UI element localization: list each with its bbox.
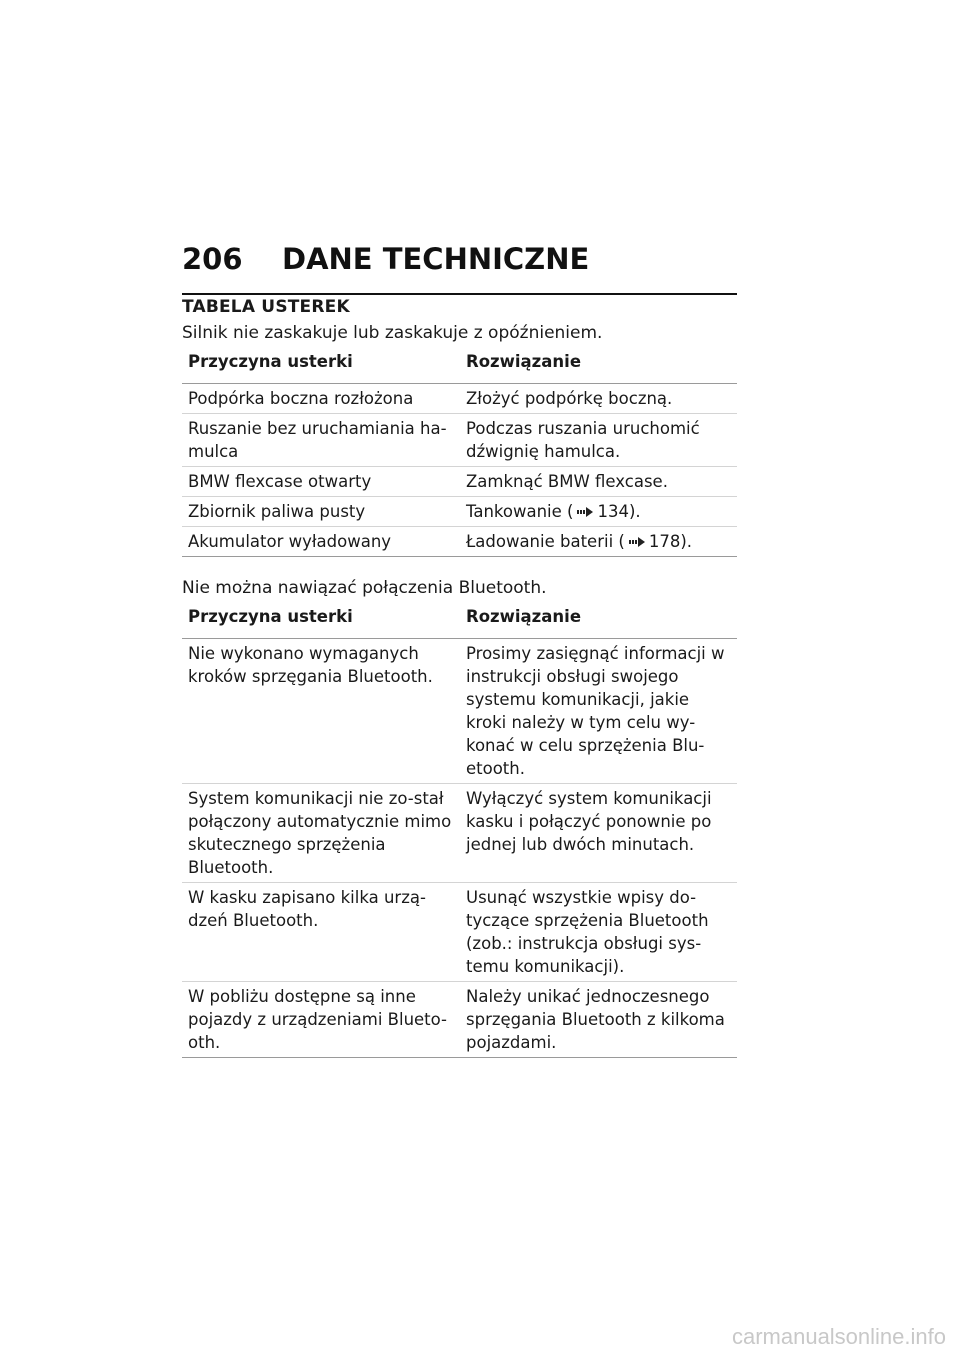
column-header-solution: Rozwiązanie (460, 605, 737, 639)
column-header-cause: Przyczyna usterki (182, 350, 460, 384)
solution-cell: Należy unikać jednoczesnego sprzęgania Bluetooth z kilkoma pojazdami. (460, 982, 737, 1058)
cause-cell: Podpórka boczna rozłożona (182, 384, 460, 414)
table-row (182, 639, 737, 784)
page-reference-link[interactable]: 134). (597, 502, 641, 521)
section-title: TABELA USTEREK (182, 297, 350, 317)
table-row (182, 467, 737, 497)
table-row (182, 497, 737, 527)
chapter-title: DANE TECHNICZNE (282, 242, 590, 276)
table-row (182, 883, 737, 982)
page-reference-arrow-icon (577, 507, 593, 517)
solution-cell: Prosimy zasięgnąć informacji w instrukcji obsługi swojego systemu komunikacji, jakie kroki należy w tym celu wy-konać w celu sprzężenia Blu-etooth. (460, 639, 737, 784)
main-content (182, 322, 737, 1058)
table-row (182, 982, 737, 1058)
cause-cell: Zbiornik paliwa pusty (182, 497, 460, 527)
cause-cell: Ruszanie bez uruchamiania ha-mulca (182, 414, 460, 467)
solution-cell: Podczas ruszania uruchomić dźwignię hamulca. (460, 414, 737, 467)
cause-cell: Akumulator wyładowany (182, 527, 460, 557)
solution-cell: Złożyć podpórkę boczną. (460, 384, 737, 414)
solution-cell: Wyłączyć system komunikacji kasku i połączyć ponownie po jednej lub dwóch minutach. (460, 784, 737, 883)
page-reference-arrow-icon (629, 537, 645, 547)
header-divider (182, 293, 737, 295)
table-row (182, 527, 737, 557)
page-reference-link[interactable]: 178). (648, 532, 693, 551)
cause-cell: BMW flexcase otwarty (182, 467, 460, 497)
table2-intro: Nie można nawiązać połączenia Bluetooth. (182, 578, 547, 598)
solution-cell: Usunąć wszystkie wpisy do-tyczące sprzężenia Bluetooth (zob.: instrukcja obsługi sys-temu komunikacji). (460, 883, 737, 982)
page-header (182, 242, 589, 276)
table-header-row (182, 605, 737, 639)
solution-cell (460, 497, 737, 527)
page-number: 206 (182, 242, 243, 276)
table-row (182, 784, 737, 883)
cause-cell: Nie wykonano wymaganych kroków sprzęgania Bluetooth. (182, 639, 460, 784)
solution-text: Tankowanie ( (466, 502, 574, 521)
solution-cell: Zamknąć BMW flexcase. (460, 467, 737, 497)
solution-cell (460, 527, 737, 557)
column-header-solution: Rozwiązanie (460, 350, 737, 384)
table1-intro: Silnik nie zaskakuje lub zaskakuje z opóźnieniem. (182, 323, 603, 343)
cause-cell: W kasku zapisano kilka urzą-dzeń Bluetooth. (182, 883, 460, 982)
table-header-row (182, 350, 737, 384)
table-row (182, 414, 737, 467)
fault-table-bluetooth (182, 605, 737, 1058)
column-header-cause: Przyczyna usterki (182, 605, 460, 639)
table-row (182, 384, 737, 414)
watermark: carmanualsonline.info (731, 1324, 946, 1349)
fault-table-engine (182, 350, 737, 557)
solution-text: Ładowanie baterii ( (466, 532, 625, 551)
cause-cell: W pobliżu dostępne są inne pojazdy z urządzeniami Blueto-oth. (182, 982, 460, 1058)
cause-cell: System komunikacji nie zo-stał połączony automatycznie mimo skutecznego sprzężenia Bluetooth. (182, 784, 460, 883)
